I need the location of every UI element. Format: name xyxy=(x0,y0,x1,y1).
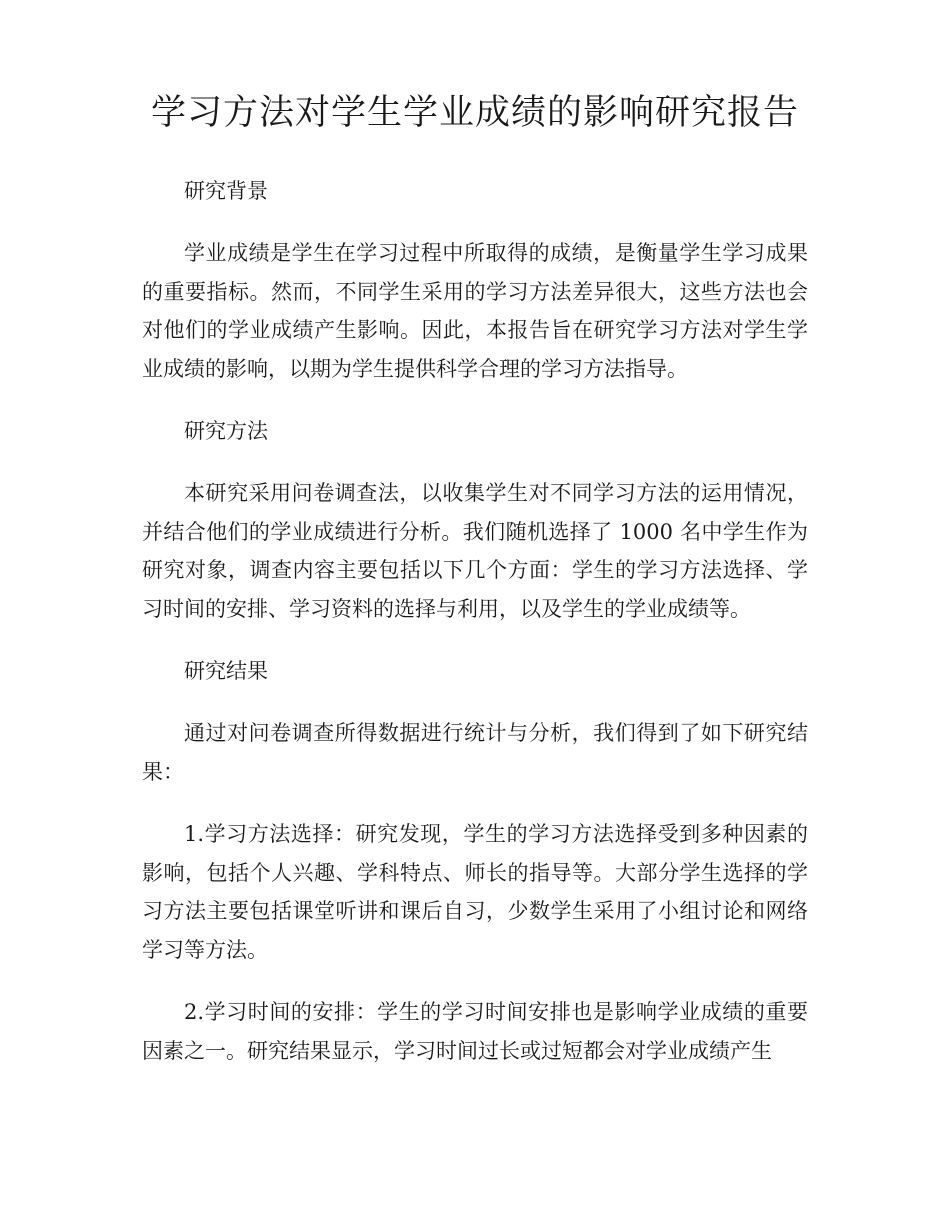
section-heading-results: 研究结果 xyxy=(184,659,268,683)
paragraph-result-2: 2.学习时间的安排：学生的学习时间安排也是影响学业成绩的重要因素之一。研究结果显示，学习时间过长或过短都会对学业成绩产生 xyxy=(142,1000,808,1063)
document-title: 学习方法对学生学业成绩的影响研究报告 xyxy=(150,93,799,133)
paragraph-method: 本研究采用问卷调查法，以收集学生对不同学习方法的运用情况，并结合他们的学业成绩进行分析。我们随机选择了 1000 名中学生作为研究对象，调查内容主要包括以下几个方面：学生的学习方法选择、学习时间的安排、学习资料的选择与利用，以及学生的学业成绩等。 xyxy=(142,481,808,621)
paragraph-results-intro: 通过对问卷调查所得数据进行统计与分析，我们得到了如下研究结果： xyxy=(142,721,808,784)
section-heading-background: 研究背景 xyxy=(184,179,268,203)
paragraph-result-1: 1.学习方法选择：研究发现，学生的学习方法选择受到多种因素的影响，包括个人兴趣、学科特点、师长的指导等。大部分学生选择的学习方法主要包括课堂听讲和课后自习，少数学生采用了小组讨论和网络学习等方法。 xyxy=(142,822,808,962)
paragraph-background: 学业成绩是学生在学习过程中所取得的成绩，是衡量学生学习成果的重要指标。然而，不同学生采用的学习方法差异很大，这些方法也会对他们的学业成绩产生影响。因此，本报告旨在研究学习方法对学生学业成绩的影响，以期为学生提供科学合理的学习方法指导。 xyxy=(142,241,808,381)
section-heading-method: 研究方法 xyxy=(184,419,268,443)
